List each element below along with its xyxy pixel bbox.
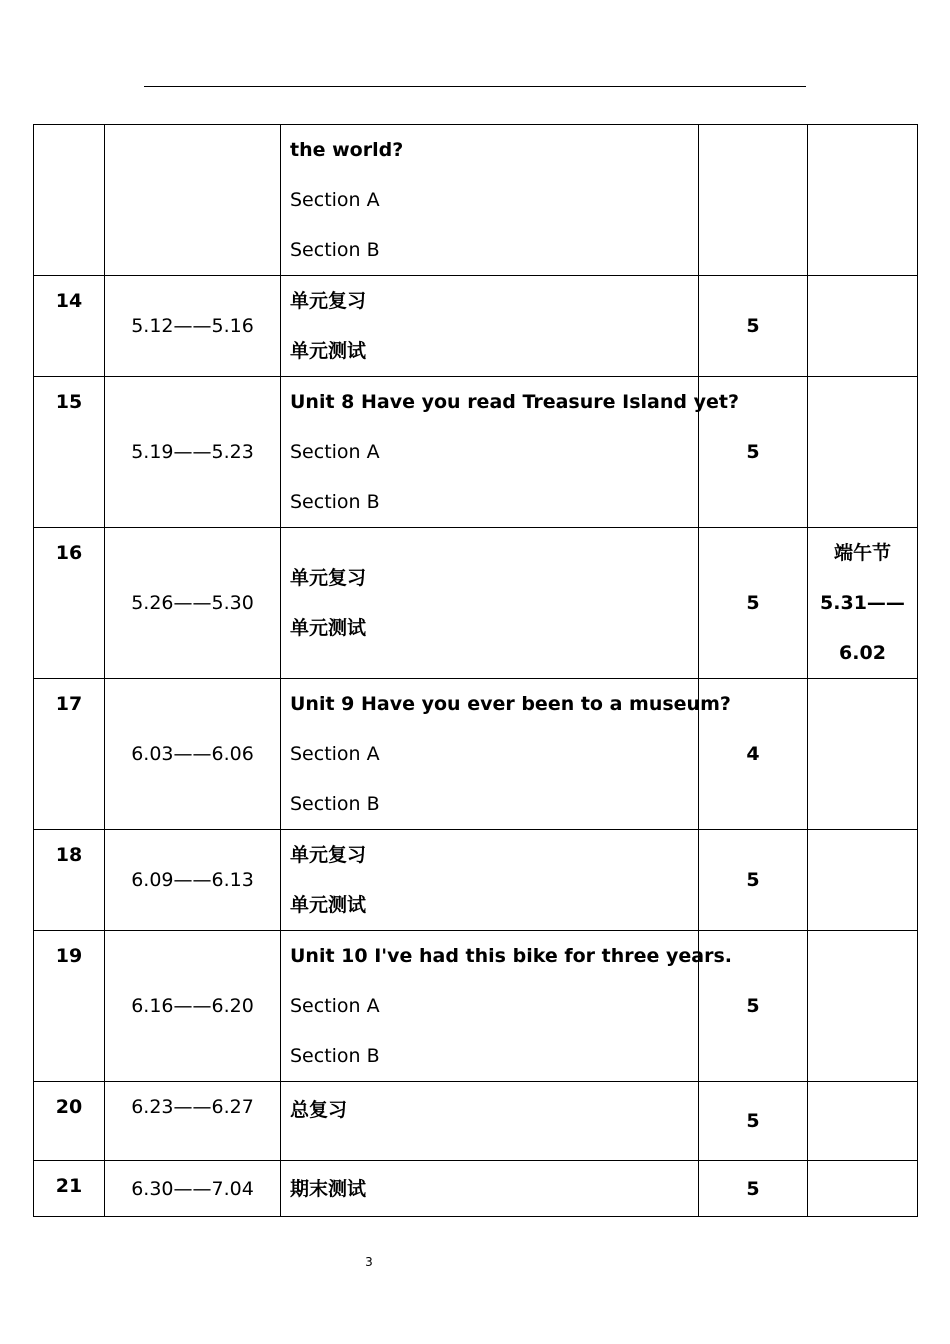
table-row: [34, 830, 918, 931]
content-line: Section A: [290, 441, 380, 463]
content-line: 单元复习: [290, 290, 367, 312]
note-line: 6.02: [839, 642, 886, 664]
content-line: Section B: [290, 793, 380, 815]
date-cell: 6.03——6.06: [105, 679, 281, 830]
table-row: [34, 679, 918, 830]
content-cell: [281, 125, 699, 276]
table-row: [34, 1082, 918, 1161]
content-line: Section A: [290, 743, 380, 765]
table-row: [34, 1161, 918, 1217]
content-cell: [281, 931, 733, 1082]
week-cell: 21: [34, 1161, 105, 1217]
week-cell: 14: [34, 276, 105, 377]
note-line: 5.31——: [820, 592, 905, 614]
content-cell: [281, 528, 699, 679]
content-cell: [281, 830, 699, 931]
hours-cell: 4: [699, 679, 808, 830]
date-cell: 5.26——5.30: [105, 528, 281, 679]
note-cell: [808, 125, 918, 276]
table-row: [34, 276, 918, 377]
note-cell: [808, 528, 918, 679]
content-line: Unit 9 Have you ever been to a museum?: [290, 693, 731, 715]
header-rule: [144, 86, 806, 87]
content-line: Section B: [290, 1045, 380, 1067]
week-cell: 16: [34, 528, 105, 679]
table-row: [34, 931, 918, 1082]
schedule-table: [33, 124, 918, 1217]
week-cell: 15: [34, 377, 105, 528]
content-cell: [281, 377, 739, 528]
hours-cell: 5: [699, 528, 808, 679]
note-cell: [808, 1161, 918, 1217]
hours-cell: 5: [699, 1161, 808, 1217]
hours-cell: 5: [699, 377, 808, 528]
content-line: 单元测试: [290, 894, 367, 916]
date-cell: 5.19——5.23: [105, 377, 281, 528]
content-line: Unit 10 I've had this bike for three years.: [290, 945, 733, 967]
week-cell: 17: [34, 679, 105, 830]
content-line: Unit 8 Have you read Treasure Island yet?: [290, 391, 739, 413]
date-cell: 6.30——7.04: [105, 1161, 281, 1217]
content-line: 单元复习: [290, 844, 367, 866]
date-cell: 6.16——6.20: [105, 931, 281, 1082]
hours-cell: 5: [699, 931, 808, 1082]
table-row: [34, 377, 918, 528]
hours-cell: 5: [699, 830, 808, 931]
content-line: 单元测试: [290, 617, 367, 639]
date-cell: 6.23——6.27: [105, 1082, 281, 1161]
note-line: 端午节: [833, 542, 891, 564]
hours-cell: [699, 125, 808, 276]
content-line: 单元测试: [290, 340, 367, 362]
note-cell: [808, 830, 918, 931]
content-cell: [281, 679, 731, 830]
page-number: 3: [365, 1255, 373, 1269]
content-cell: [281, 1161, 699, 1217]
week-cell: 20: [34, 1082, 105, 1161]
date-cell: [105, 125, 281, 276]
note-cell: [808, 679, 918, 830]
content-line: Section A: [290, 189, 380, 211]
week-cell: [34, 125, 105, 276]
week-cell: 18: [34, 830, 105, 931]
note-cell: [808, 377, 918, 528]
note-cell: [808, 931, 918, 1082]
table-row: [34, 125, 918, 276]
note-cell: [808, 1082, 918, 1161]
date-cell: 5.12——5.16: [105, 276, 281, 377]
content-line: Section A: [290, 995, 380, 1017]
content-line: 期末测试: [290, 1177, 367, 1200]
week-cell: 19: [34, 931, 105, 1082]
content-line: 总复习: [290, 1099, 348, 1121]
table-row: [34, 528, 918, 679]
date-cell: 6.09——6.13: [105, 830, 281, 931]
content-cell: [281, 1082, 699, 1161]
content-line: the world?: [290, 139, 404, 161]
note-cell: [808, 276, 918, 377]
content-line: Section B: [290, 491, 380, 513]
hours-cell: 5: [699, 1082, 808, 1161]
hours-cell: 5: [699, 276, 808, 377]
content-line: 单元复习: [290, 567, 367, 589]
content-line: Section B: [290, 239, 380, 261]
content-cell: [281, 276, 699, 377]
